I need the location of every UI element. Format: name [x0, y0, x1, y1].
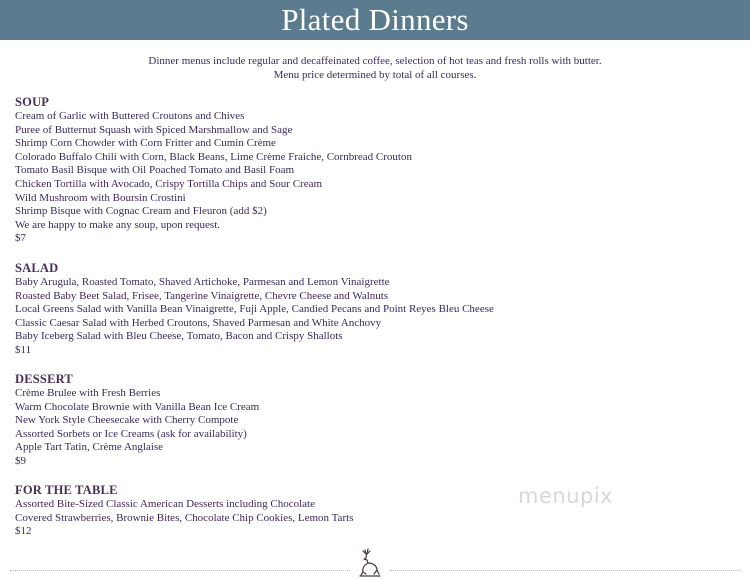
intro-text	[0, 55, 750, 82]
soup-note: We are happy to make any soup, upon request.	[15, 218, 220, 231]
menu-item: Roasted Baby Beet Salad, Frisee, Tangerine Vinaigrette, Chevre Cheese and Walnuts	[15, 289, 389, 302]
for-the-table-heading: FOR THE TABLE	[15, 483, 118, 497]
dessert-heading: DESSERT	[15, 372, 73, 386]
page-title: Plated Dinners	[281, 2, 469, 37]
menu-item: Wild Mushroom with Boursin Crostini	[15, 191, 186, 204]
intro-line-2: Menu price determined by total of all courses.	[273, 68, 477, 81]
menu-item: Classic Caesar Salad with Herbed Croutons, Shaved Parmesan and White Anchovy	[15, 316, 382, 329]
menu-item: Shrimp Bisque with Cognac Cream and Fleuron (add $2)	[15, 205, 267, 218]
menu-item: Chicken Tortilla with Avocado, Crispy Tortilla Chips and Sour Cream	[15, 177, 323, 190]
salad-section	[15, 261, 615, 358]
menu-item: Baby Iceberg Salad with Bleu Cheese, Tomato, Bacon and Crispy Shallots	[15, 330, 343, 343]
menu-item: Cream of Garlic with Buttered Croutons and Chives	[15, 110, 245, 122]
soup-heading: SOUP	[15, 95, 50, 109]
menu-item: Local Greens Salad with Vanilla Bean Vinaigrette, Fuji Apple, Candied Pecans and Point Reyes Bleu Cheese	[15, 303, 494, 316]
footer-divider-right	[390, 570, 740, 571]
dessert-price: $9	[15, 454, 26, 467]
soup-list	[15, 110, 615, 219]
dessert-list	[15, 387, 615, 455]
deer-icon	[356, 548, 382, 578]
salad-heading: SALAD	[15, 261, 59, 275]
menu-item: Tomato Basil Bisque with Oil Poached Tomato and Basil Foam	[15, 164, 295, 177]
dessert-section	[15, 372, 615, 469]
soup-price: $7	[15, 232, 26, 245]
menu-item: New York Style Cheesecake with Cherry Compote	[15, 414, 239, 427]
menu-item: Covered Strawberries, Brownie Bites, Chocolate Chip Cookies, Lemon Tarts	[15, 511, 354, 524]
menu-item: Assorted Sorbets or Ice Creams (ask for availability)	[15, 427, 247, 440]
menu-item: Crème Brulee with Fresh Berries	[15, 387, 161, 399]
intro-line-1: Dinner menus include regular and decaffeinated coffee, selection of hot teas and fresh rolls with butter.	[148, 55, 602, 67]
menu-item: Colorado Buffalo Chili with Corn, Black Beans, Lime Crème Fraiche, Cornbread Crouton	[15, 150, 412, 163]
page-header	[0, 0, 750, 40]
menu-item: Baby Arugula, Roasted Tomato, Shaved Artichoke, Parmesan and Lemon Vinaigrette	[15, 276, 390, 288]
soup-section	[15, 95, 615, 246]
menu-item: Assorted Bite-Sized Classic American Desserts including Chocolate	[15, 498, 315, 510]
salad-price: $11	[15, 343, 32, 356]
menu-item: Apple Tart Tatin, Crème Anglaise	[15, 441, 164, 454]
menupix-watermark: menupix	[518, 484, 614, 508]
footer-divider-left	[10, 570, 350, 571]
for-the-table-price: $12	[15, 525, 32, 538]
menu-item: Puree of Butternut Squash with Spiced Marshmallow and Sage	[15, 123, 293, 136]
salad-list	[15, 276, 615, 344]
menu-item: Warm Chocolate Brownie with Vanilla Bean Ice Cream	[15, 400, 260, 413]
menu-item: Shrimp Corn Chowder with Corn Fritter and Cumin Crème	[15, 137, 276, 150]
